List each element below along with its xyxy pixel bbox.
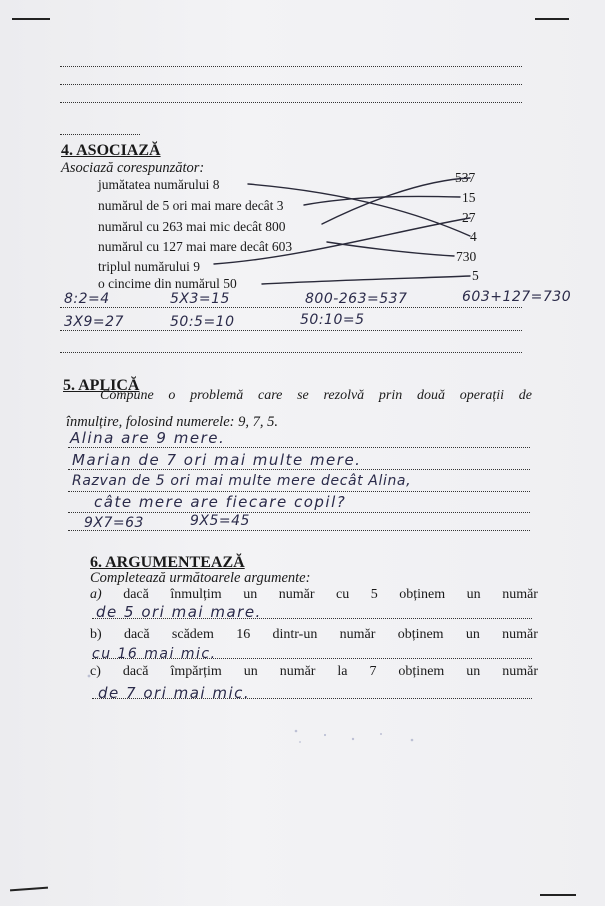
word: scădem: [171, 627, 214, 642]
answer-line: [60, 330, 522, 331]
word: la: [337, 664, 348, 679]
section-5-prompt: înmulțire, folosind numerele: 9, 7, 5.: [66, 414, 278, 430]
handwritten-calc: 50:5=10: [170, 314, 235, 330]
word: număr: [502, 627, 538, 642]
argument-prompt-b: [90, 627, 538, 643]
handwritten-answer: de 5 ori mai mare.: [96, 603, 262, 621]
word: un: [465, 627, 480, 642]
section-4-instruction: Asociază corespunzător:: [61, 160, 205, 176]
word: obținem: [399, 587, 446, 602]
word: număr: [502, 587, 538, 602]
word: cu: [336, 587, 350, 602]
section-5-title: 5. APLICĂ: [63, 377, 140, 394]
argument-prompt-c: [90, 664, 538, 680]
word: înmulțim: [170, 587, 222, 602]
right-item: 27: [462, 210, 476, 225]
corner-mark-bottom-right: [540, 894, 576, 896]
handwritten-answer: Razvan de 5 ori mai multe mere decât Alina,: [72, 473, 412, 489]
handwritten-answer: de 7 ori mai mic.: [98, 684, 251, 702]
handwritten-calc: 5X3=15: [170, 291, 230, 307]
argument-prompt-a: [90, 587, 538, 603]
left-item: numărul cu 263 mai mic decât 800: [98, 219, 286, 234]
section-6-title: 6. ARGUMENTEAZĂ: [90, 554, 245, 571]
answer-line: [60, 102, 522, 103]
left-item: numărul cu 127 mai mare decât 603: [98, 239, 293, 254]
word: un: [243, 664, 258, 679]
answer-line: [68, 447, 530, 448]
answer-line: [68, 469, 530, 470]
left-item: jumătatea numărului 8: [98, 177, 220, 192]
corner-mark-top-right: [535, 18, 569, 20]
word: număr: [502, 664, 538, 679]
word: număr: [339, 627, 376, 642]
right-item: 5: [472, 268, 479, 283]
left-item: triplul numărului 9: [98, 259, 200, 274]
answer-line: [68, 512, 530, 513]
word: dacă: [123, 587, 149, 602]
handwritten-calc: 9X7=63: [84, 515, 144, 531]
handwritten-calc: 800-263=537: [305, 291, 408, 307]
word: un: [243, 587, 258, 602]
handwritten-calc: 8:2=4: [64, 291, 110, 307]
handwritten-calc: 3X9=27: [64, 314, 124, 330]
handwritten-calc: 50:10=5: [300, 312, 365, 328]
word: dacă: [123, 627, 150, 642]
section-5-prompt: Compune o problemă care se rezolvă prin două operații de: [100, 388, 532, 403]
right-item: 15: [462, 190, 476, 205]
word: a): [90, 587, 102, 602]
section-6-instruction: Completează următoarele argumente:: [90, 570, 311, 586]
answer-line: [68, 491, 530, 492]
word: obținem: [398, 664, 445, 679]
word: un: [466, 587, 481, 602]
word: 5: [370, 587, 378, 602]
answer-line: [60, 307, 522, 308]
handwritten-answer: Marian de 7 ori mai multe mere.: [72, 451, 362, 469]
answer-line: [60, 84, 522, 85]
corner-mark-bottom-left: [10, 887, 48, 892]
handwritten-answer: Alina are 9 mere.: [70, 429, 226, 447]
answer-line: [60, 352, 522, 353]
answer-line: [60, 134, 140, 135]
match-line: [304, 196, 460, 205]
corner-mark-top-left: [12, 18, 50, 20]
word: dintr-un: [272, 627, 318, 642]
word: 16: [236, 627, 251, 642]
match-line: [322, 178, 470, 224]
word: împărțim: [170, 664, 222, 679]
word: 7: [369, 664, 377, 679]
match-line: [327, 242, 454, 256]
handwritten-answer: câte mere are fiecare copil?: [94, 493, 347, 511]
word: dacă: [122, 664, 149, 679]
word: b): [90, 627, 102, 642]
left-item: o cincime din numărul 50: [98, 276, 237, 291]
handwritten-calc: 603+127=730: [462, 289, 572, 305]
word: obținem: [397, 627, 444, 642]
right-item: 4: [470, 229, 477, 244]
right-item: 537: [455, 170, 476, 185]
section-4-title: 4. ASOCIAZĂ: [61, 142, 161, 159]
word: un: [466, 664, 481, 679]
match-line: [262, 276, 470, 284]
handwritten-answer: cu 16 mai mic.: [92, 646, 217, 662]
answer-line: [60, 66, 522, 67]
left-item: numărul de 5 ori mai mare decât 3: [98, 198, 284, 213]
handwritten-calc: 9X5=45: [190, 513, 250, 529]
word: c): [90, 664, 101, 679]
right-item: 730: [456, 249, 477, 264]
word: număr: [279, 664, 316, 679]
word: număr: [278, 587, 315, 602]
